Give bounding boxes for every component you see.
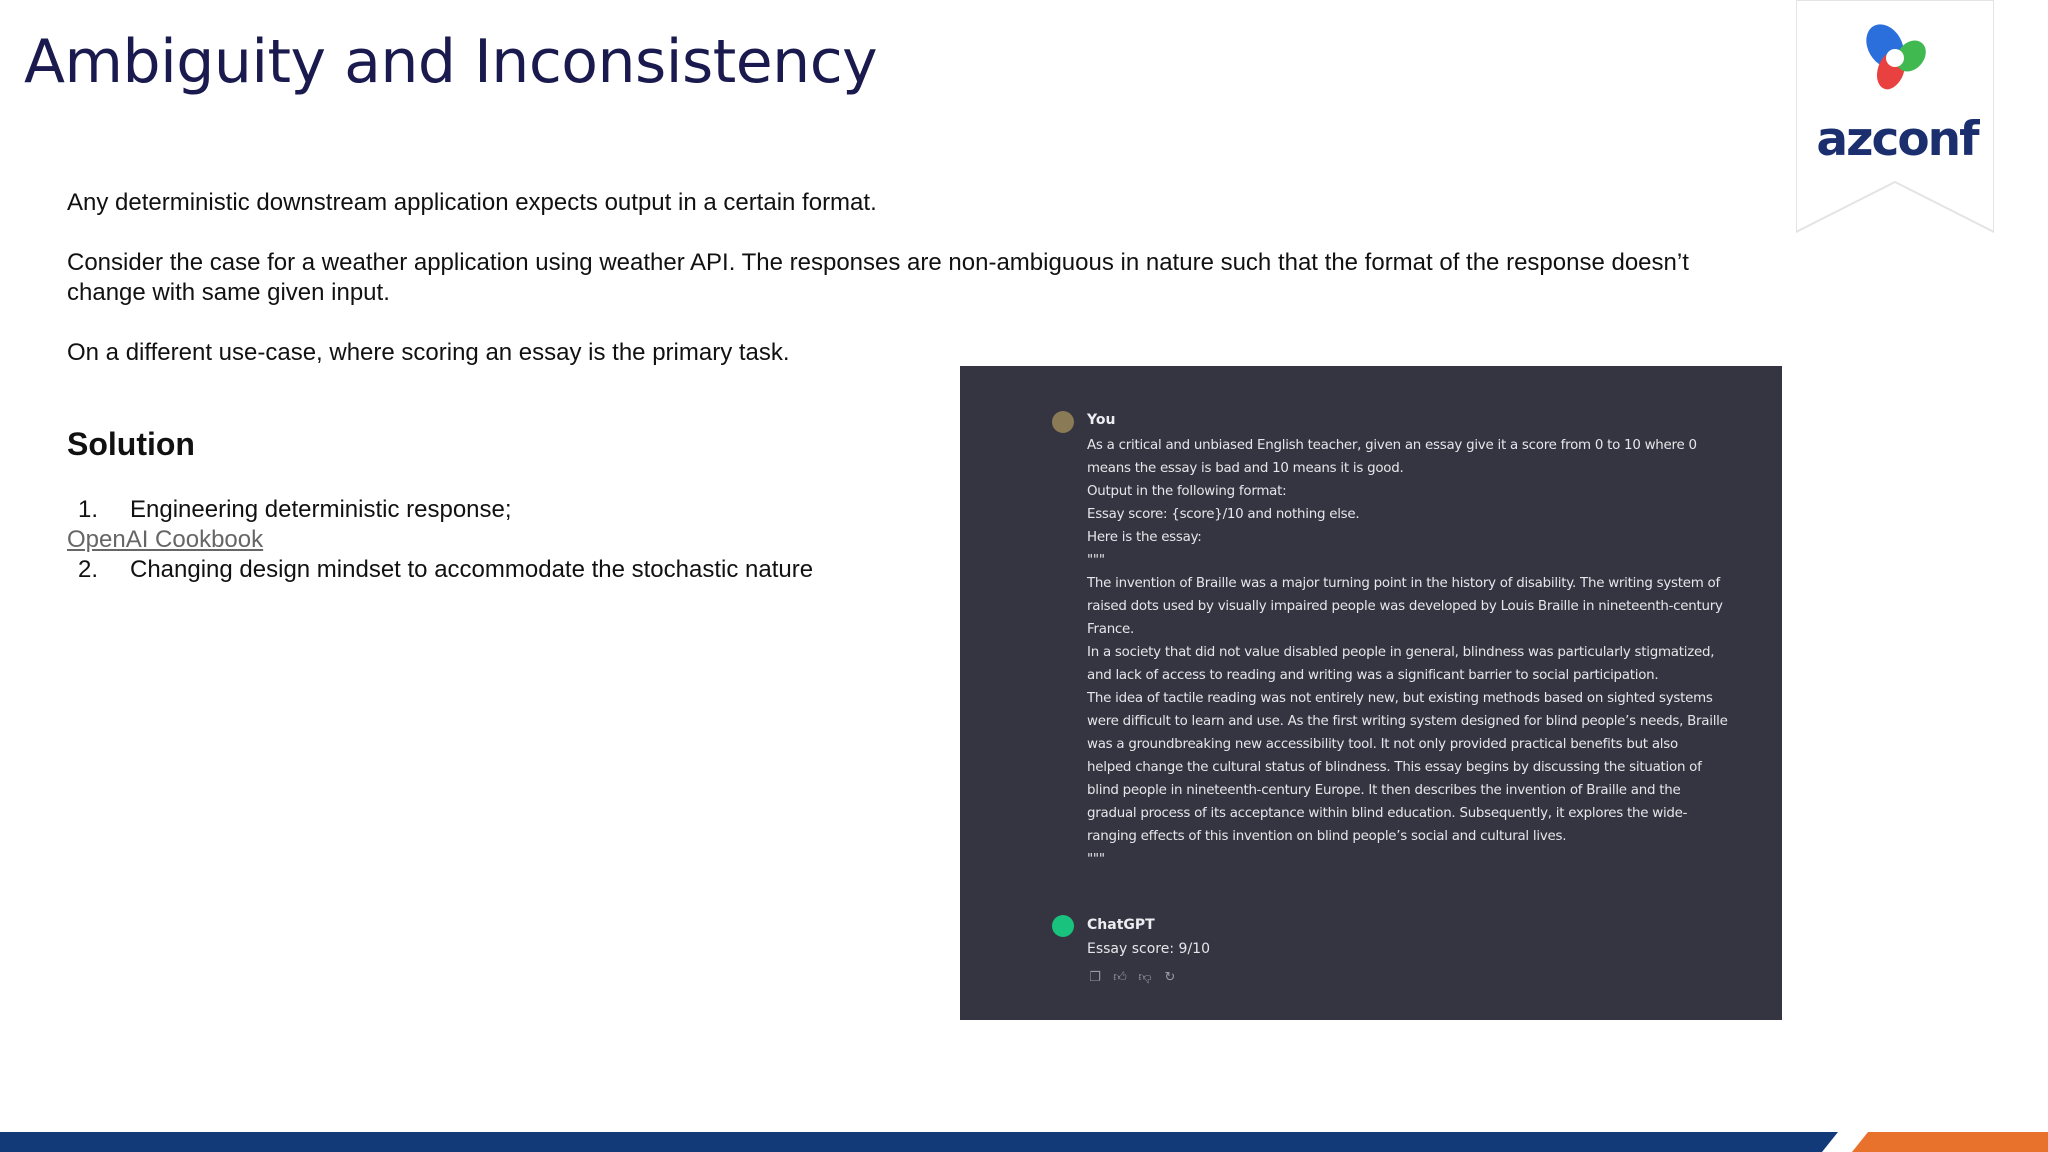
message-actions <box>1087 970 1178 986</box>
list-item-text: Changing design mindset to accommodate the stochastic nature <box>130 556 814 583</box>
prompt-line: blind people in nineteenth-century Europe. It then describes the invention of Braille and the <box>1087 783 1681 798</box>
openai-cookbook-link[interactable]: OpenAI Cookbook <box>67 526 264 553</box>
logo-text: azconf <box>1816 112 1978 167</box>
slide-title: Ambiguity and Inconsistency <box>24 27 878 97</box>
prompt-line: ranging effects of this invention on blind people’s social and cultural lives. <box>1087 829 1567 844</box>
copy-icon[interactable]: ❐ <box>1089 970 1101 985</box>
prompt-line: Essay score: {score}/10 and nothing else. <box>1087 507 1360 522</box>
solution-item-2 <box>78 555 813 585</box>
assistant-reply: Essay score: 9/10 <box>1087 941 1210 957</box>
thumbs-up-icon[interactable]: 👍︎ <box>1113 970 1127 985</box>
chatgpt-avatar <box>1052 915 1074 937</box>
chat-screenshot <box>960 366 1782 1020</box>
prompt-line: means the essay is bad and 10 means it is good. <box>1087 461 1404 476</box>
prompt-line: Output in the following format: <box>1087 484 1287 499</box>
prompt-line: As a critical and unbiased English teacher, given an essay give it a score from 0 to 10 where 0 <box>1087 438 1697 453</box>
regenerate-icon[interactable]: ↻ <box>1164 970 1176 985</box>
prompt-line: were difficult to learn and use. As the first writing system designed for blind people’s needs, Braille <box>1087 714 1728 729</box>
assistant-name: ChatGPT <box>1087 917 1155 933</box>
prompt-line: gradual process of its acceptance within blind education. Subsequently, it explores the wide- <box>1087 806 1688 821</box>
user-prompt <box>1087 434 1767 871</box>
solution-heading: Solution <box>67 426 195 462</box>
prompt-line: """ <box>1087 553 1105 568</box>
prompt-line: helped change the cultural status of blindness. This essay begins by discussing the situation of <box>1087 760 1702 775</box>
user-avatar <box>1052 411 1074 433</box>
list-item-text: Engineering deterministic response; <box>130 496 512 523</box>
solution-item-1 <box>78 495 512 525</box>
prompt-line: """ <box>1087 852 1105 867</box>
thumbs-down-icon[interactable]: 👎︎ <box>1138 970 1152 985</box>
list-number: 1. <box>78 496 99 523</box>
paragraph-1: Any deterministic downstream application expects output in a certain format. <box>67 189 877 216</box>
prompt-line: raised dots used by visually impaired people was developed by Louis Braille in nineteenth-century <box>1087 599 1723 614</box>
prompt-line: The invention of Braille was a major turning point in the history of disability. The writing system of <box>1087 576 1720 591</box>
user-name: You <box>1087 412 1116 428</box>
list-number: 2. <box>78 556 99 583</box>
paragraph-2: Consider the case for a weather application using weather API. The responses are non-ambiguous in nature such that the format of the response doesn’t change with same given input. <box>67 249 1689 306</box>
footer-bar <box>0 1132 2048 1152</box>
prompt-line: and lack of access to reading and writing was a significant barrier to social participation. <box>1087 668 1659 683</box>
prompt-line: France. <box>1087 622 1135 637</box>
prompt-line: was a groundbreaking new accessibility tool. It not only provided practical benefits but also <box>1087 737 1678 752</box>
prompt-line: The idea of tactile reading was not entirely new, but existing methods based on sighted systems <box>1087 691 1713 706</box>
prompt-line: In a society that did not value disabled people in general, blindness was particularly stigmatized, <box>1087 645 1715 660</box>
prompt-line: Here is the essay: <box>1087 530 1202 545</box>
paragraph-3: On a different use-case, where scoring an essay is the primary task. <box>67 339 790 366</box>
